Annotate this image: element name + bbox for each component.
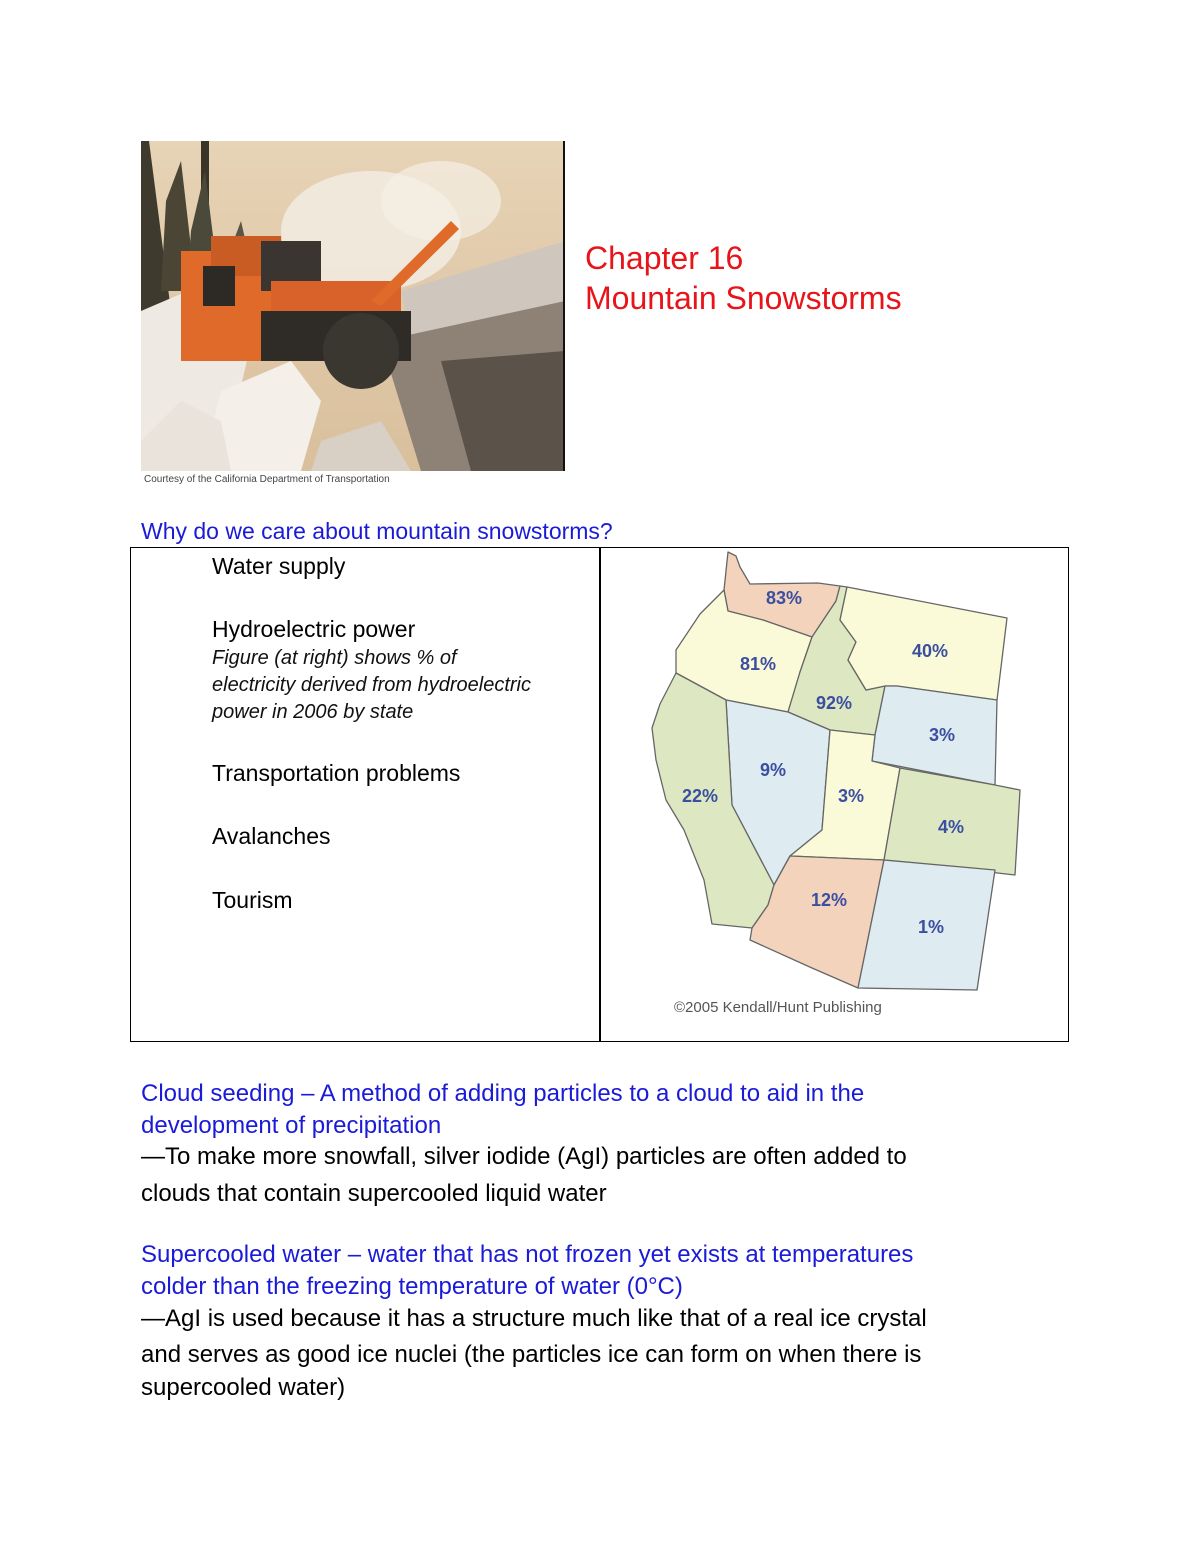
map-copyright: ©2005 Kendall/Hunt Publishing (674, 999, 882, 1016)
section-question: Why do we care about mountain snowstorms? (141, 518, 613, 544)
label-MT: 40% (911, 641, 949, 661)
supercooled-body-1: —AgI is used because it has a structure much like that of a real ice crystal (141, 1305, 927, 1332)
hydro-note-line-3: power in 2006 by state (212, 701, 414, 723)
label-AZ: 12% (810, 890, 848, 910)
label-NM: 1% (917, 917, 945, 937)
reason-avalanches: Avalanches (212, 823, 331, 849)
reason-tourism: Tourism (212, 887, 293, 913)
supercooled-body-3: supercooled water) (141, 1374, 346, 1401)
hydro-note-line-2: electricity derived from hydroelectric (212, 674, 531, 696)
photo-credit: Courtesy of the California Department of Transportation (144, 474, 390, 485)
supercooled-body-2: and serves as good ice nuclei (the particles ice can form on when there is (141, 1341, 922, 1368)
label-CO: 4% (937, 817, 965, 837)
supercooled-heading-1: Supercooled water – water that has not frozen yet exists at temperatures (141, 1241, 914, 1268)
reason-transportation: Transportation problems (212, 760, 461, 786)
label-ID: 92% (815, 693, 853, 713)
supercooled-heading-2: colder than the freezing temperature of water (0°C) (141, 1273, 683, 1300)
cloud-seeding-body-2: clouds that contain supercooled liquid water (141, 1180, 607, 1207)
label-NV: 9% (759, 760, 787, 780)
label-WA: 83% (765, 588, 803, 608)
photo-border (563, 141, 565, 471)
western-states-hydro-map (640, 549, 1040, 1019)
hydro-note-line-1: Figure (at right) shows % of (212, 647, 457, 669)
chapter-number: Chapter 16 (585, 240, 744, 276)
chapter-title: Mountain Snowstorms (585, 280, 902, 316)
reason-water-supply: Water supply (212, 553, 346, 579)
cloud-seeding-heading-1: Cloud seeding – A method of adding particles to a cloud to aid in the (141, 1080, 865, 1107)
label-CA: 22% (681, 786, 719, 806)
label-OR: 81% (739, 654, 777, 674)
box-divider (599, 547, 601, 1042)
label-UT: 3% (837, 786, 865, 806)
label-WY: 3% (928, 725, 956, 745)
cloud-seeding-body-1: —To make more snowfall, silver iodide (AgI) particles are often added to (141, 1143, 907, 1170)
reason-hydro: Hydroelectric power (212, 616, 416, 642)
snowplow-photo (141, 141, 565, 471)
cloud-seeding-heading-2: development of precipitation (141, 1112, 442, 1139)
